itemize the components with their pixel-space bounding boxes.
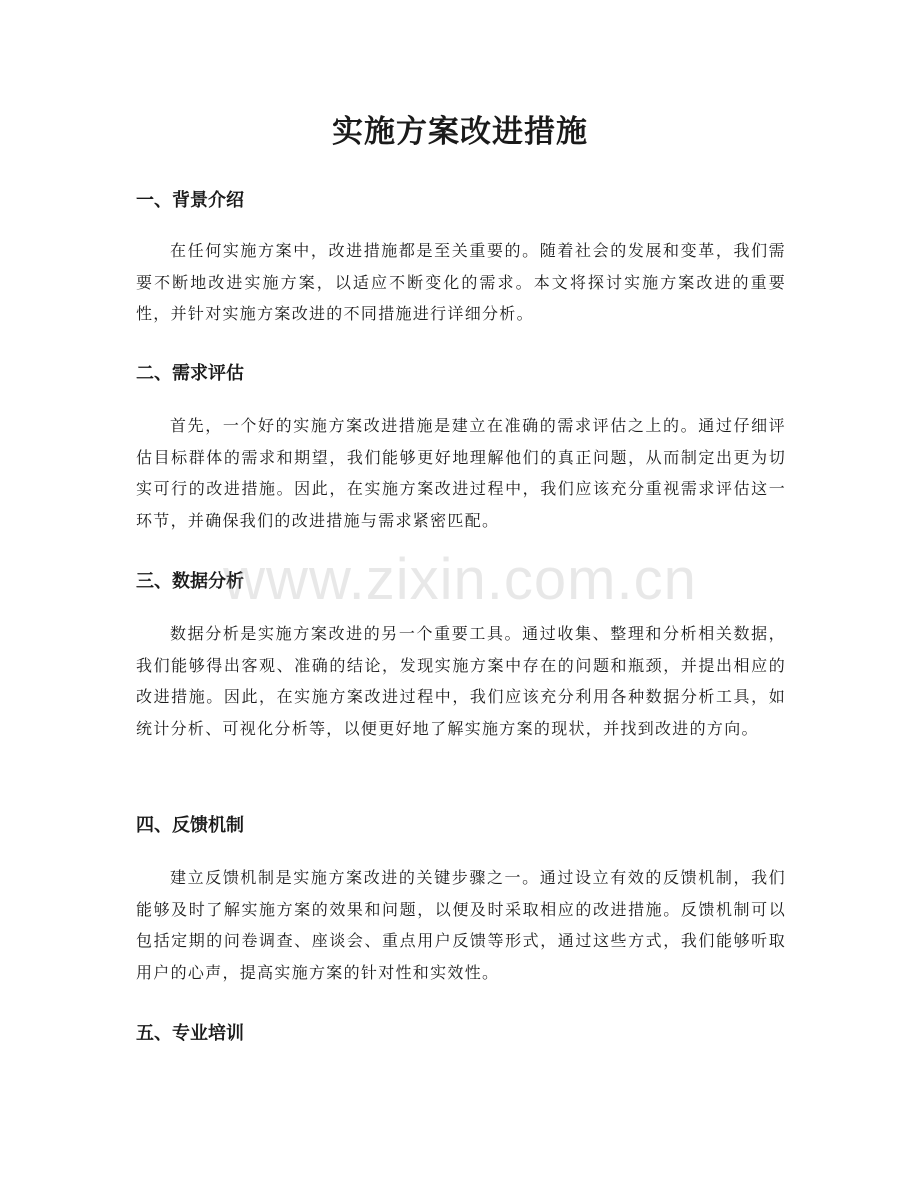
section-heading-needs-assessment: 二、需求评估 [136,363,244,384]
section-heading-professional-training: 五、专业培训 [136,1023,244,1044]
document-title: 实施方案改进措施 [332,114,588,150]
section-heading-background: 一、背景介绍 [136,190,244,211]
section-paragraph-needs-assessment: 首先，一个好的实施方案改进措施是建立在准确的需求评估之上的。通过仔细评估目标群体的需求和期望，我们能够更好地理解他们的真正问题，从而制定出更为切实可行的改进措施。因此，在实施方案改进过程中，我们应该充分重视需求评估这一环节，并确保我们的改进措施与需求紧密匹配。 [136,416,786,530]
section-paragraph-data-analysis: 数据分析是实施方案改进的另一个重要工具。通过收集、整理和分析相关数据，我们能够得出客观、准确的结论，发现实施方案中存在的问题和瓶颈，并提出相应的改进措施。因此，在实施方案改进过程中，我们应该充分利用各种数据分析工具，如统计分析、可视化分析等，以便更好地了解实施方案的现状，并找到改进的方向。 [136,624,786,738]
section-heading-data-analysis: 三、数据分析 [136,571,244,592]
section-paragraph-feedback: 建立反馈机制是实施方案改进的关键步骤之一。通过设立有效的反馈机制，我们能够及时了解实施方案的效果和问题，以便及时采取相应的改进措施。反馈机制可以包括定期的问卷调查、座谈会、重点用户反馈等形式，通过这些方式，我们能够听取用户的心声，提高实施方案的针对性和实效性。 [136,868,786,982]
section-heading-feedback: 四、反馈机制 [136,815,244,836]
section-paragraph-background: 在任何实施方案中，改进措施都是至关重要的。随着社会的发展和变革，我们需要不断地改进实施方案，以适应不断变化的需求。本文将探讨实施方案改进的重要性，并针对实施方案改进的不同措施进行详细分析。 [136,241,786,323]
watermark: www.zixin.com.cn [223,547,697,612]
